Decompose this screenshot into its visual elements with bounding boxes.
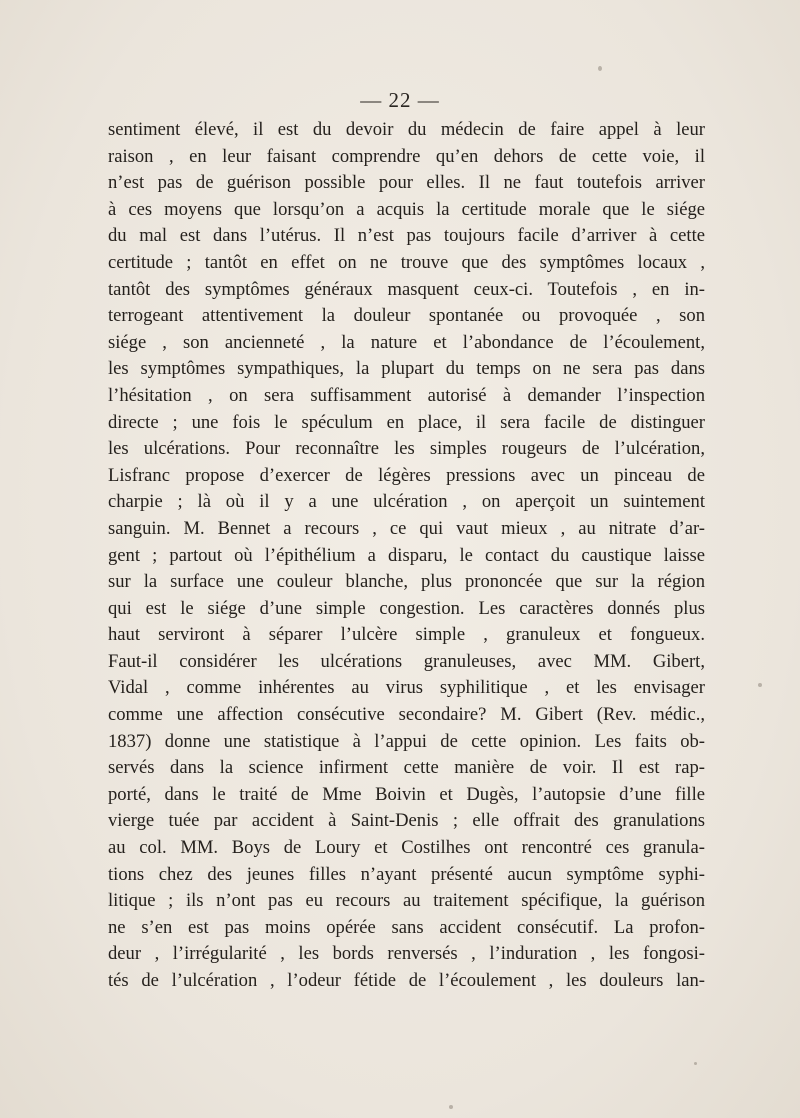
text-line: au col. MM. Boys de Loury et Costilhes ont rencontré ces granula- [108,837,705,859]
text-line: sur la surface une couleur blanche, plus prononcée que sur la région [108,571,705,593]
text-line: certitude ; tantôt en effet on ne trouve que des symptômes locaux , [108,251,705,273]
text-line: l’hésitation , on sera suffisamment autorisé à demander l’inspection [108,384,705,406]
text-line: directe ; une fois le spéculum en place, il sera facile de distinguer [108,411,705,433]
text-line: comme une affection consécutive secondaire? M. Gibert (Rev. médic., [108,704,705,726]
text-line: Faut-il considérer les ulcérations granuleuses, avec MM. Gibert, [108,650,705,672]
text-line: litique ; ils n’ont pas eu recours au traitement spécifique, la guérison [108,890,705,912]
text-line: raison , en leur faisant comprendre qu’en dehors de cette voie, il [108,145,705,167]
text-line: tés de l’ulcération , l’odeur fétide de l’écoulement , les douleurs lan- [108,970,705,991]
paper-speck [694,1062,697,1065]
text-line: vierge tuée par accident à Saint-Denis ; elle offrait des granulations [108,810,705,832]
text-line: du mal est dans l’utérus. Il n’est pas toujours facile d’arriver à cette [108,225,705,247]
text-line: tions chez des jeunes filles n’ayant présenté aucun symptôme syphi- [108,863,705,885]
page-number: — 22 — [360,88,440,112]
text-line: siége , son ancienneté , la nature et l’abondance de l’écoulement, [108,331,705,353]
text-line: 1837) donne une statistique à l’appui de cette opinion. Les faits ob- [108,730,705,752]
paper-speck [449,1105,453,1109]
text-line: tantôt des symptômes généraux masquent ceux-ci. Toutefois , en in- [108,278,705,300]
paper-speck [598,66,602,71]
text-line: les symptômes sympathiques, la plupart du temps on ne sera pas dans [108,358,705,380]
text-line: porté, dans le traité de Mme Boivin et Dugès, l’autopsie d’une fille [108,783,705,805]
text-line: n’est pas de guérison possible pour elles. Il ne faut toutefois arriver [108,172,705,194]
body-text [108,117,705,995]
text-line: terrogeant attentivement la douleur spontanée ou provoquée , son [108,305,705,327]
paper-speck [758,683,762,687]
text-line: haut serviront à séparer l’ulcère simple , granuleux et fongueux. [108,624,705,646]
text-line: sentiment élevé, il est du devoir du médecin de faire appel à leur [108,119,705,140]
text-line: ne s’en est pas moins opérée sans accident consécutif. La profon- [108,916,705,938]
text-line: sanguin. M. Bennet a recours , ce qui vaut mieux , au nitrate d’ar- [108,517,705,539]
text-line: à ces moyens que lorsqu’on a acquis la certitude morale que le siége [108,198,705,220]
text-line: les ulcérations. Pour reconnaître les simples rougeurs de l’ulcération, [108,438,705,460]
text-line: gent ; partout où l’épithélium a disparu, le contact du caustique laisse [108,544,705,566]
text-line: qui est le siége d’une simple congestion. Les caractères donnés plus [108,597,705,619]
text-line: charpie ; là où il y a une ulcération , on aperçoit un suintement [108,491,705,513]
text-line: deur , l’irrégularité , les bords renversés , l’induration , les fongosi- [108,943,705,965]
text-line: servés dans la science infirment cette manière de voir. Il est rap- [108,757,705,779]
text-line: Vidal , comme inhérentes au virus syphilitique , et les envisager [108,677,705,699]
text-line: Lisfranc propose d’exercer de légères pressions avec un pinceau de [108,464,705,486]
